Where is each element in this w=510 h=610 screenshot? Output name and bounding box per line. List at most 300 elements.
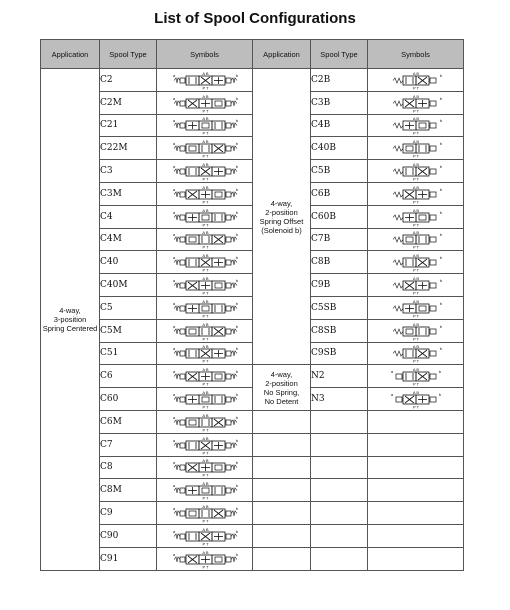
valve-envelope (186, 532, 199, 541)
valve-symbol-icon (381, 138, 451, 158)
solenoid-b-icon (226, 465, 231, 470)
valve-envelope (212, 281, 225, 290)
valve-envelope (199, 304, 212, 313)
port-label-bottom: P T (412, 153, 419, 159)
application-text-line: 2-position (265, 207, 298, 217)
solenoid-b-label: b (235, 437, 238, 443)
spring-icon (393, 306, 403, 311)
spring-icon (231, 534, 237, 539)
solenoid-b-icon (430, 169, 436, 174)
spool-type-cell: C2B (311, 69, 368, 92)
valve-symbol-icon (381, 275, 451, 295)
spool-type-cell: N2 (311, 365, 368, 388)
spool-symbol-cell (368, 205, 464, 228)
solenoid-b-label: b (235, 232, 238, 238)
port-label-top: A B (201, 390, 209, 396)
header-application-right: Application (253, 40, 311, 69)
solenoid-a-label: a (172, 95, 175, 101)
application-text-line: Spring Offset (259, 216, 304, 226)
solenoid-b-label: b (235, 460, 238, 466)
spool-symbol-cell (157, 410, 253, 433)
port-label-top: A B (201, 504, 209, 510)
empty-cell (253, 547, 311, 570)
spool-type-cell: C4M (100, 228, 157, 251)
port-label-top: A B (412, 139, 419, 145)
solenoid-a-label: a (172, 392, 175, 398)
solenoid-a-label: a (390, 369, 393, 375)
spool-type-cell: C4B (311, 114, 368, 137)
spool-type-cell: C21 (100, 114, 157, 137)
spring-icon (231, 557, 237, 562)
solenoid-b-icon (226, 443, 231, 448)
solenoid-b-label: b (235, 392, 238, 398)
port-label-top: A B (201, 162, 209, 168)
empty-cell (311, 479, 368, 502)
spool-symbol-cell (157, 114, 253, 137)
flow-path (406, 237, 413, 242)
table-row (41, 205, 464, 228)
flow-path (419, 215, 426, 220)
empty-cell (253, 479, 311, 502)
spool-type-cell: C2 (100, 69, 157, 92)
solenoid-b-icon (430, 260, 436, 265)
empty-cell (311, 456, 368, 479)
application-text-line: Spring Centered (42, 323, 98, 333)
solenoid-b-label: b (235, 346, 238, 352)
port-label-bottom: P T (201, 427, 209, 432)
empty-cell (253, 433, 311, 456)
application-text-line: No Detent (264, 396, 299, 406)
spool-symbol-cell (157, 296, 253, 319)
valve-envelope (212, 190, 225, 199)
solenoid-a-icon (180, 557, 185, 562)
solenoid-b-icon (226, 169, 231, 174)
empty-cell (311, 410, 368, 433)
solenoid-b-label: b (439, 186, 442, 192)
solenoid-a-label: a (172, 437, 175, 443)
spring-icon (393, 192, 403, 197)
solenoid-a-label: a (390, 392, 393, 398)
table-row (41, 228, 464, 251)
solenoid-a-label: a (172, 72, 175, 78)
spool-type-cell: C3M (100, 182, 157, 205)
empty-cell (253, 456, 311, 479)
spring-icon (174, 169, 180, 174)
valve-symbol-icon (170, 93, 240, 113)
port-label-bottom: P T (201, 108, 209, 113)
spring-icon (174, 260, 180, 265)
solenoid-a-icon (180, 101, 185, 106)
spring-icon (174, 146, 180, 151)
solenoid-b-label: b (439, 323, 442, 329)
valve-symbol-icon (381, 321, 451, 341)
valve-envelope (186, 167, 199, 176)
empty-cell (311, 524, 368, 547)
port-label-bottom: P T (412, 176, 419, 182)
port-label-top: A B (412, 162, 419, 168)
solenoid-b-icon (226, 329, 231, 334)
port-label-top: A B (412, 93, 419, 99)
spool-type-cell: C91 (100, 547, 157, 570)
solenoid-a-icon (180, 329, 185, 334)
solenoid-b-icon (226, 488, 231, 493)
solenoid-b-icon (430, 329, 436, 334)
valve-envelope (186, 418, 199, 427)
valve-envelope (199, 486, 212, 495)
spool-symbol-cell (157, 91, 253, 114)
port-label-top: A B (201, 253, 209, 259)
solenoid-b-icon (226, 306, 231, 311)
port-label-top: A B (201, 276, 209, 282)
solenoid-b-label: b (235, 255, 238, 261)
table-row (41, 251, 464, 274)
port-label-top: A B (201, 116, 209, 122)
solenoid-a-icon (180, 78, 185, 83)
valve-symbol-icon (381, 343, 451, 363)
table-row (41, 342, 464, 365)
spool-symbol-cell (157, 479, 253, 502)
spring-icon (174, 557, 180, 562)
port-label-bottom: P T (201, 313, 209, 318)
solenoid-b-label: b (439, 141, 442, 147)
solenoid-a-icon (180, 420, 185, 425)
valve-envelope (186, 349, 199, 358)
port-label-bottom: P T (201, 518, 209, 524)
port-label-top: A B (412, 207, 419, 213)
valve-envelope (186, 327, 199, 336)
table-row (41, 433, 464, 456)
spool-symbol-cell (368, 388, 464, 411)
spool-symbol-cell (368, 137, 464, 160)
table-row (41, 160, 464, 183)
port-label-bottom: P T (201, 381, 209, 387)
spool-type-cell: C5B (311, 160, 368, 183)
solenoid-b-icon (226, 351, 231, 356)
spring-icon (231, 306, 237, 311)
solenoid-b-label: b (235, 551, 238, 557)
spring-icon (174, 511, 180, 516)
solenoid-b-label: b (235, 186, 238, 192)
solenoid-b-label: b (235, 369, 238, 375)
flow-path (189, 146, 196, 151)
valve-envelope (416, 121, 429, 130)
spool-type-cell: C7 (100, 433, 157, 456)
flow-path (189, 511, 196, 516)
spring-icon (231, 443, 237, 448)
valve-envelope (199, 144, 212, 153)
port-label-bottom: P T (412, 108, 419, 113)
spring-icon (231, 123, 237, 128)
application-text-line: 3-position (53, 314, 87, 324)
application-right-cell-2 (253, 365, 311, 411)
valve-envelope (186, 258, 199, 267)
port-label-top: A B (412, 276, 419, 282)
port-label-top: A B (201, 298, 209, 304)
spring-icon (174, 78, 180, 83)
solenoid-a-label: a (172, 528, 175, 534)
spool-type-cell: C6 (100, 365, 157, 388)
solenoid-b-label: b (439, 209, 442, 215)
valve-symbol-icon (170, 549, 240, 569)
port-label-bottom: P T (412, 85, 419, 90)
valve-envelope (186, 144, 199, 153)
valve-envelope (212, 121, 225, 130)
spool-symbol-cell (368, 342, 464, 365)
solenoid-a-label: a (172, 118, 175, 124)
spring-icon (231, 329, 237, 334)
port-label-top: A B (201, 207, 209, 213)
valve-symbol-icon (170, 138, 240, 158)
port-label-top: A B (201, 526, 209, 532)
solenoid-b-label: b (235, 72, 238, 78)
solenoid-b-icon (226, 192, 231, 197)
table-row (41, 319, 464, 342)
spring-icon (174, 374, 180, 379)
solenoid-a-icon (180, 465, 185, 470)
solenoid-b-icon (430, 237, 436, 242)
spool-type-cell: C6B (311, 182, 368, 205)
spool-type-cell: C40M (100, 274, 157, 297)
solenoid-b-icon (430, 78, 436, 83)
solenoid-a-icon (180, 215, 185, 220)
application-text-line: No Spring, (263, 387, 300, 397)
port-label-top: A B (201, 367, 209, 373)
spool-type-cell: C60 (100, 388, 157, 411)
spool-symbol-cell (157, 205, 253, 228)
spool-symbol-cell (157, 456, 253, 479)
solenoid-a-label: a (172, 483, 175, 489)
solenoid-a-label: a (172, 323, 175, 329)
spring-icon (174, 351, 180, 356)
solenoid-b-icon (226, 215, 231, 220)
port-label-bottom: P T (201, 176, 209, 182)
spring-icon (231, 511, 237, 516)
spool-type-cell: C6M (100, 410, 157, 433)
spring-icon (174, 329, 180, 334)
table-row (41, 69, 464, 92)
application-text-line: 2-position (265, 378, 298, 388)
table-row (41, 365, 464, 388)
flow-path (406, 146, 413, 151)
spring-icon (174, 488, 180, 493)
application-left-cell (41, 69, 100, 571)
port-label-top: A B (412, 321, 419, 327)
solenoid-b-icon (430, 306, 436, 311)
spool-table (40, 39, 464, 571)
port-label-top: A B (201, 230, 209, 236)
empty-cell (368, 479, 464, 502)
solenoid-b-icon (430, 351, 436, 356)
port-label-bottom: P T (412, 313, 419, 318)
valve-symbol-icon (381, 389, 451, 409)
valve-envelope (403, 372, 416, 381)
spring-icon (393, 101, 403, 106)
table-row (41, 114, 464, 137)
port-label-top: A B (412, 367, 419, 373)
spring-icon (231, 397, 237, 402)
spool-symbol-cell (157, 251, 253, 274)
spring-icon (174, 420, 180, 425)
valve-envelope (403, 76, 416, 85)
solenoid-a-label: a (172, 164, 175, 170)
valve-symbol-icon (170, 115, 240, 135)
solenoid-b-icon (430, 374, 436, 379)
port-label-bottom: P T (412, 199, 419, 204)
solenoid-b-icon (430, 215, 436, 220)
table-row (41, 274, 464, 297)
solenoid-b-label: b (235, 278, 238, 284)
spool-symbol-cell (368, 114, 464, 137)
solenoid-b-label: b (235, 118, 238, 124)
spring-icon (393, 260, 403, 265)
spool-type-cell: C60B (311, 205, 368, 228)
valve-symbol-icon (381, 115, 451, 135)
flow-path (189, 237, 196, 242)
solenoid-a-icon (180, 146, 185, 151)
flow-path (202, 306, 209, 311)
valve-envelope (403, 144, 416, 153)
empty-cell (311, 547, 368, 570)
spring-icon (174, 283, 180, 288)
valve-symbol-icon (170, 207, 240, 227)
port-label-bottom: P T (412, 336, 419, 341)
solenoid-a-label: a (172, 460, 175, 466)
valve-symbol-icon (170, 184, 240, 204)
solenoid-b-label: b (439, 278, 442, 284)
port-label-top: A B (201, 435, 209, 441)
solenoid-b-icon (430, 123, 436, 128)
port-label-bottom: P T (412, 358, 419, 364)
header-spool-type-right: Spool Type (311, 40, 368, 69)
port-label-top: A B (412, 298, 419, 304)
spool-type-cell: C5 (100, 296, 157, 319)
solenoid-a-icon (180, 169, 185, 174)
port-label-bottom: P T (201, 564, 209, 569)
spool-type-cell: C90 (100, 524, 157, 547)
port-label-top: A B (201, 321, 209, 327)
port-label-bottom: P T (201, 244, 209, 250)
table-row (41, 456, 464, 479)
flow-path (202, 215, 209, 220)
application-text-line: 4-way, (59, 305, 81, 315)
valve-envelope (199, 509, 212, 518)
solenoid-a-label: a (172, 369, 175, 375)
spool-type-cell: C7B (311, 228, 368, 251)
port-label-top: A B (412, 390, 419, 396)
port-label-bottom: P T (412, 290, 419, 296)
spool-symbol-cell (368, 274, 464, 297)
solenoid-a-icon (180, 443, 185, 448)
table-row (41, 479, 464, 502)
port-label-top: A B (201, 344, 209, 350)
valve-envelope (186, 441, 199, 450)
solenoid-b-icon (226, 146, 231, 151)
port-label-top: A B (412, 116, 419, 122)
solenoid-a-icon (180, 260, 185, 265)
empty-cell (311, 433, 368, 456)
solenoid-b-label: b (235, 483, 238, 489)
port-label-bottom: P T (412, 404, 419, 410)
empty-cell (253, 524, 311, 547)
solenoid-b-label: b (439, 232, 442, 238)
spool-symbol-cell (157, 388, 253, 411)
solenoid-a-label: a (172, 551, 175, 557)
valve-envelope (186, 76, 199, 85)
solenoid-b-label: b (235, 323, 238, 329)
valve-envelope (212, 372, 225, 381)
solenoid-a-label: a (172, 278, 175, 284)
valve-symbol-icon (381, 70, 451, 90)
spool-type-cell: C8SB (311, 319, 368, 342)
spool-type-cell: C3B (311, 91, 368, 114)
port-label-top: A B (412, 230, 419, 236)
port-label-top: A B (201, 139, 209, 145)
header-symbols: Symbols (157, 40, 253, 69)
empty-cell (368, 547, 464, 570)
empty-cell (368, 433, 464, 456)
solenoid-b-icon (226, 511, 231, 516)
solenoid-b-icon (226, 237, 231, 242)
spool-symbol-cell (157, 182, 253, 205)
spool-symbol-cell (368, 251, 464, 274)
empty-cell (368, 524, 464, 547)
valve-envelope (416, 304, 429, 313)
valve-symbol-icon (381, 184, 451, 204)
solenoid-b-label: b (439, 300, 442, 306)
solenoid-b-label: b (439, 255, 442, 261)
solenoid-b-label: b (439, 72, 442, 78)
spool-symbol-cell (157, 502, 253, 525)
port-label-bottom: P T (201, 404, 209, 410)
spring-icon (174, 397, 180, 402)
port-label-bottom: P T (201, 290, 209, 296)
spring-icon (174, 465, 180, 470)
solenoid-b-icon (226, 101, 231, 106)
port-label-top: A B (412, 184, 419, 190)
flow-path (215, 101, 222, 106)
flow-path (419, 123, 426, 128)
solenoid-b-icon (226, 420, 231, 425)
solenoid-a-label: a (172, 346, 175, 352)
spring-icon (174, 215, 180, 220)
table-row (41, 388, 464, 411)
valve-symbol-icon (170, 412, 240, 432)
spring-icon (174, 443, 180, 448)
solenoid-b-label: b (235, 414, 238, 420)
port-label-bottom: P T (201, 153, 209, 159)
flow-path (189, 420, 196, 425)
port-label-bottom: P T (201, 199, 209, 204)
valve-envelope (212, 463, 225, 472)
solenoid-b-icon (430, 146, 436, 151)
header-spool-type: Spool Type (100, 40, 157, 69)
spool-type-cell: C9SB (311, 342, 368, 365)
application-text-line: 4-way, (270, 198, 293, 208)
solenoid-a-icon (180, 283, 185, 288)
valve-envelope (199, 395, 212, 404)
spool-type-cell: C2M (100, 91, 157, 114)
empty-cell (368, 410, 464, 433)
solenoid-a-label: a (172, 232, 175, 238)
solenoid-a-icon (180, 488, 185, 493)
spring-icon (231, 283, 237, 288)
table-row (41, 524, 464, 547)
flow-path (215, 465, 222, 470)
spring-icon (231, 237, 237, 242)
table-row (41, 91, 464, 114)
valve-symbol-icon (381, 366, 451, 386)
table-row (41, 296, 464, 319)
